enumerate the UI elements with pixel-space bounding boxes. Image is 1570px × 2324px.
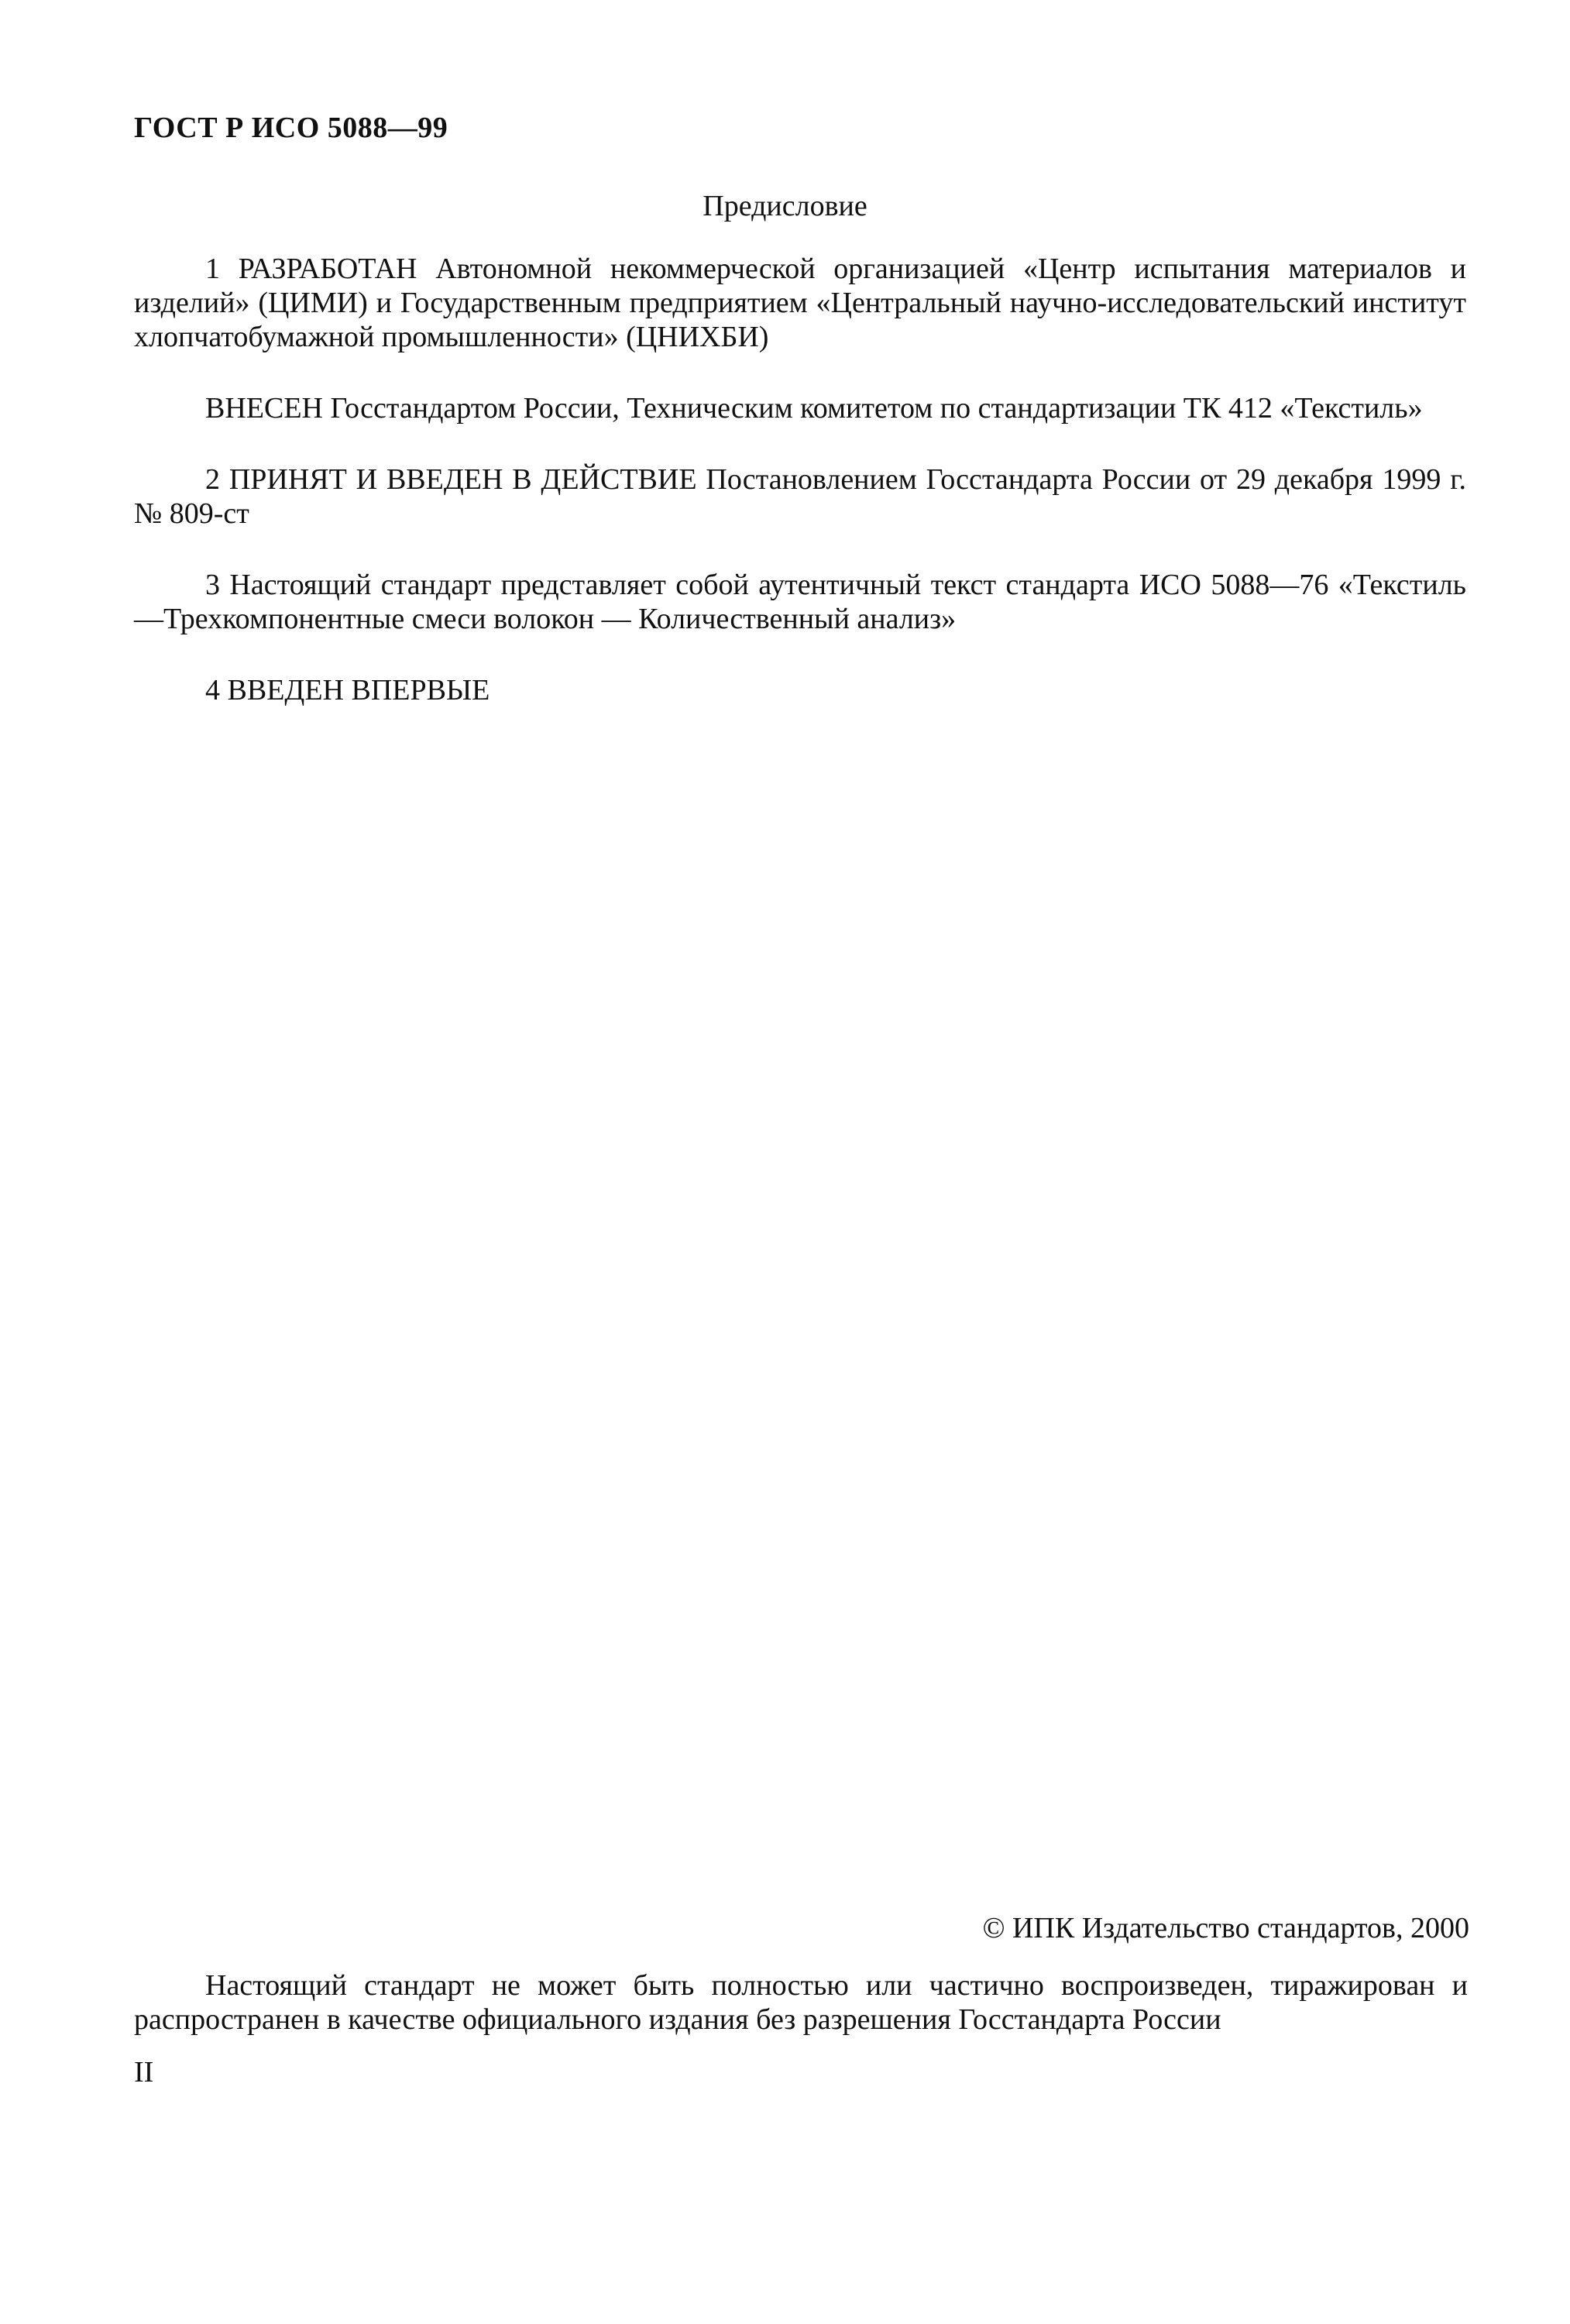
paragraph-developed-by: 1 РАЗРАБОТАН Автономной некоммерческой организацией «Центр испытания материалов и изделий» (ЦИМИ) и Государственным предприятием «Центральный научно-исследовательский институт хлопчатобумажной промышленности» (ЦНИХБИ): [134, 253, 1466, 353]
paragraph-adopted: 2 ПРИНЯТ И ВВЕДЕН В ДЕЙСТВИЕ Постановлением Госстандарта России от 29 декабря 1999 г. № 809-ст: [134, 463, 1466, 530]
paragraph-submitted-by: ВНЕСЕН Госстандартом России, Техническим комитетом по стандартизации ТК 412 «Текстиль»: [205, 392, 1423, 425]
reproduction-notice: Настоящий стандарт не может быть полностью или частично воспроизведен, тиражирован и распространен в качестве официального издания без разрешения Госстандарта России: [134, 1969, 1468, 2036]
section-title: Предисловие: [703, 190, 867, 222]
paragraph-introduced-first: 4 ВВЕДЕН ВПЕРВЫЕ: [205, 674, 490, 706]
document-code-header: ГОСТ Р ИСО 5088—99: [134, 112, 448, 144]
page-number: II: [134, 2056, 154, 2089]
foreword-body: [134, 252, 1466, 744]
paragraph-authentic-text: 3 Настоящий стандарт представляет собой аутентичный текст стандарта ИСО 5088—76 «Текстиль —Трехкомпонентные смеси волокон — Количественный анализ»: [134, 569, 1466, 635]
copyright-line: © ИПК Издательство стандартов, 2000: [982, 1912, 1469, 1944]
